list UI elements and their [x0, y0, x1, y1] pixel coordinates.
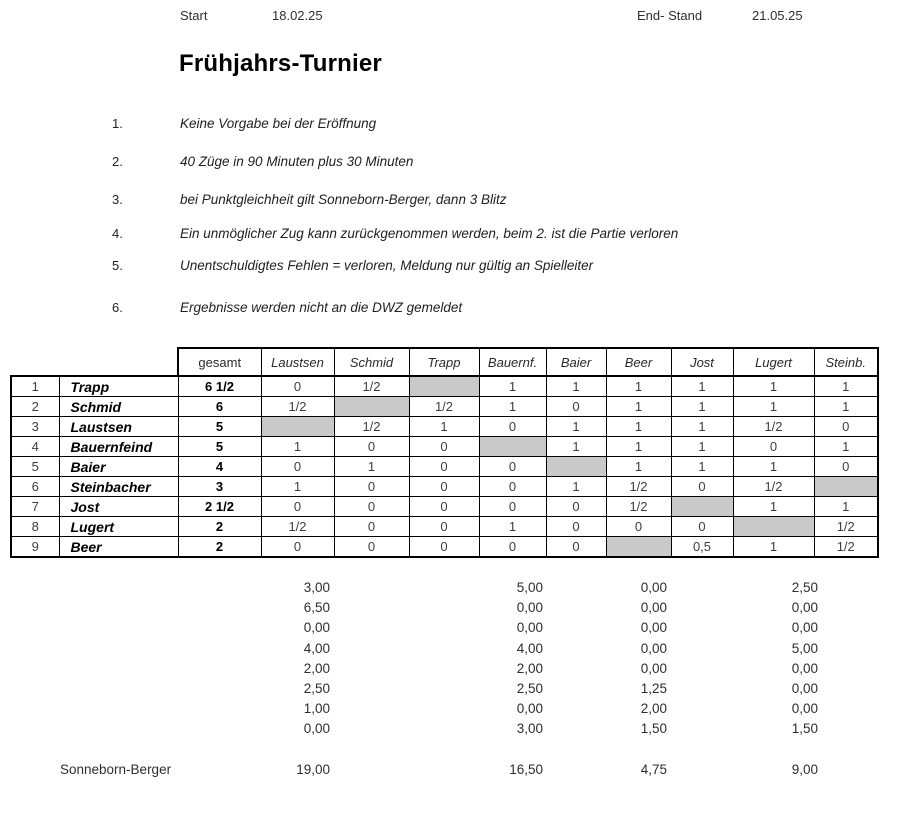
result-cell: 1 [479, 376, 546, 397]
result-cell: 1 [546, 417, 606, 437]
sonneborn-value: 2,50 [791, 580, 818, 595]
result-cell: 0 [479, 497, 546, 517]
player-name-cell: Trapp [59, 376, 178, 397]
rank-cell: 3 [11, 417, 59, 437]
result-cell: 1 [671, 376, 733, 397]
result-cell: 1/2 [733, 417, 814, 437]
sonneborn-value: 0,00 [791, 600, 818, 615]
diagonal-cell [606, 537, 671, 558]
result-cell: 1 [606, 457, 671, 477]
result-cell: 0 [261, 497, 334, 517]
diagonal-cell [334, 397, 409, 417]
sonneborn-total: 9,00 [791, 762, 818, 777]
result-cell: 0 [409, 457, 479, 477]
column-header: Baier [546, 348, 606, 376]
sonneborn-value: 5,00 [516, 580, 543, 595]
sonneborn-value: 2,00 [303, 661, 330, 676]
rank-cell: 5 [11, 457, 59, 477]
result-cell: 1 [546, 437, 606, 457]
rule-text: bei Punktgleichheit gilt Sonneborn-Berger, dann 3 Blitz [180, 192, 507, 207]
result-cell: 1/2 [814, 517, 878, 537]
rank-cell: 1 [11, 376, 59, 397]
result-cell: 0 [409, 477, 479, 497]
result-cell: 1/2 [334, 376, 409, 397]
sonneborn-label: Sonneborn-Berger [60, 762, 172, 777]
column-header: Lugert [733, 348, 814, 376]
result-cell: 0 [334, 477, 409, 497]
result-cell: 0 [814, 417, 878, 437]
sonneborn-value: 6,50 [303, 600, 330, 615]
total-score-cell: 4 [178, 457, 261, 477]
result-cell: 1/2 [814, 537, 878, 558]
result-cell: 0 [479, 477, 546, 497]
result-cell: 1 [814, 497, 878, 517]
column-header: Schmid [334, 348, 409, 376]
result-cell: 1 [733, 497, 814, 517]
rule-number: 5. [112, 258, 123, 273]
rule-number: 1. [112, 116, 123, 131]
result-cell: 1 [606, 397, 671, 417]
result-cell: 0 [261, 457, 334, 477]
result-cell: 1 [546, 477, 606, 497]
result-cell: 0 [261, 376, 334, 397]
sonneborn-value: 4,00 [303, 641, 330, 656]
start-date: 18.02.25 [272, 8, 323, 23]
result-cell: 0 [733, 437, 814, 457]
rule-text: Unentschuldigtes Fehlen = verloren, Meldung nur gültig an Spielleiter [180, 258, 594, 273]
sonneborn-value: 3,00 [516, 721, 543, 736]
diagonal-cell [733, 517, 814, 537]
crosstable [10, 347, 879, 558]
sonneborn-value: 0,00 [516, 701, 543, 716]
sonneborn-value: 0,00 [516, 620, 543, 635]
sonneborn-value: 1,50 [640, 721, 667, 736]
result-cell: 1 [261, 477, 334, 497]
result-cell: 1 [671, 457, 733, 477]
player-name-cell: Bauernfeind [59, 437, 178, 457]
result-cell: 1 [671, 397, 733, 417]
result-cell: 1 [261, 437, 334, 457]
rank-cell: 9 [11, 537, 59, 558]
result-cell: 0 [409, 497, 479, 517]
result-cell: 0 [334, 517, 409, 537]
result-cell: 0 [479, 417, 546, 437]
rule-text: Ein unmöglicher Zug kann zurückgenommen werden, beim 2. ist die Partie verloren [180, 226, 679, 241]
rule-number: 3. [112, 192, 123, 207]
result-cell: 0 [546, 397, 606, 417]
result-cell: 1 [671, 437, 733, 457]
page-title: Frühjahrs-Turnier [179, 50, 382, 77]
sonneborn-value: 0,00 [791, 661, 818, 676]
result-cell: 0 [546, 517, 606, 537]
diagonal-cell [479, 437, 546, 457]
result-cell: 0 [261, 537, 334, 558]
result-cell: 0,5 [671, 537, 733, 558]
sonneborn-value: 2,00 [640, 701, 667, 716]
column-header: Bauernf. [479, 348, 546, 376]
result-cell: 0 [546, 497, 606, 517]
column-header: Laustsen [261, 348, 334, 376]
sonneborn-value: 2,00 [516, 661, 543, 676]
player-name-cell: Beer [59, 537, 178, 558]
result-cell: 1 [606, 417, 671, 437]
sonneborn-value: 0,00 [303, 620, 330, 635]
sonneborn-value: 0,00 [640, 661, 667, 676]
rule-number: 2. [112, 154, 123, 169]
player-name-cell: Schmid [59, 397, 178, 417]
player-name-cell: Laustsen [59, 417, 178, 437]
result-cell: 1 [606, 437, 671, 457]
end-label: End- Stand [637, 8, 703, 23]
sonneborn-value: 3,00 [303, 580, 330, 595]
result-cell: 1 [606, 376, 671, 397]
result-cell: 1 [733, 537, 814, 558]
column-header: Beer [606, 348, 671, 376]
result-cell: 1/2 [334, 417, 409, 437]
total-score-cell: 2 [178, 517, 261, 537]
rule-text: 40 Züge in 90 Minuten plus 30 Minuten [180, 154, 414, 169]
total-score-cell: 2 [178, 537, 261, 558]
column-header: Steinb. [814, 348, 878, 376]
result-cell: 1 [814, 437, 878, 457]
sonneborn-value: 0,00 [640, 620, 667, 635]
total-score-cell: 5 [178, 437, 261, 457]
result-cell: 0 [409, 537, 479, 558]
result-cell: 1/2 [733, 477, 814, 497]
result-cell: 1 [479, 397, 546, 417]
result-cell: 0 [334, 537, 409, 558]
result-cell: 0 [606, 517, 671, 537]
result-cell: 1 [546, 376, 606, 397]
total-score-cell: 3 [178, 477, 261, 497]
rule-number: 6. [112, 300, 123, 315]
result-cell: 0 [409, 437, 479, 457]
result-cell: 1/2 [261, 397, 334, 417]
rule-text: Keine Vorgabe bei der Eröffnung [180, 116, 377, 131]
total-score-cell: 2 1/2 [178, 497, 261, 517]
sonneborn-value: 2,50 [516, 681, 543, 696]
result-cell: 1/2 [606, 477, 671, 497]
column-header: gesamt [178, 348, 261, 376]
result-cell: 0 [479, 537, 546, 558]
player-name-cell: Jost [59, 497, 178, 517]
sonneborn-total: 19,00 [296, 762, 330, 777]
sonneborn-value: 4,00 [516, 641, 543, 656]
diagonal-cell [261, 417, 334, 437]
result-cell: 0 [479, 457, 546, 477]
column-header: Jost [671, 348, 733, 376]
sonneborn-value: 0,00 [640, 641, 667, 656]
rank-cell: 8 [11, 517, 59, 537]
sonneborn-value: 0,00 [791, 620, 818, 635]
result-cell: 1 [671, 417, 733, 437]
result-cell: 1 [334, 457, 409, 477]
rank-cell: 4 [11, 437, 59, 457]
result-cell: 0 [671, 477, 733, 497]
result-cell: 1 [479, 517, 546, 537]
sonneborn-value: 0,00 [640, 600, 667, 615]
player-name-cell: Steinbacher [59, 477, 178, 497]
diagonal-cell [546, 457, 606, 477]
diagonal-cell [409, 376, 479, 397]
sonneborn-value: 1,00 [303, 701, 330, 716]
sonneborn-value: 0,00 [516, 600, 543, 615]
sonneborn-total: 4,75 [640, 762, 667, 777]
result-cell: 1/2 [261, 517, 334, 537]
column-header: Trapp [409, 348, 479, 376]
start-label: Start [180, 8, 208, 23]
rank-cell: 7 [11, 497, 59, 517]
result-cell: 0 [334, 437, 409, 457]
total-score-cell: 6 [178, 397, 261, 417]
result-cell: 1/2 [606, 497, 671, 517]
player-name-cell: Lugert [59, 517, 178, 537]
rank-cell: 6 [11, 477, 59, 497]
end-date: 21.05.25 [752, 8, 803, 23]
result-cell: 1/2 [409, 397, 479, 417]
result-cell: 0 [334, 497, 409, 517]
rule-number: 4. [112, 226, 123, 241]
player-name-cell: Baier [59, 457, 178, 477]
result-cell: 0 [814, 457, 878, 477]
rule-text: Ergebnisse werden nicht an die DWZ gemeldet [180, 300, 463, 315]
sonneborn-value: 1,50 [791, 721, 818, 736]
header-spacer-cell [59, 348, 178, 376]
result-cell: 0 [546, 537, 606, 558]
sonneborn-value: 0,00 [791, 701, 818, 716]
result-cell: 1 [409, 417, 479, 437]
sonneborn-value: 0,00 [791, 681, 818, 696]
sonneborn-value: 0,00 [303, 721, 330, 736]
sonneborn-value: 1,25 [640, 681, 667, 696]
sonneborn-total: 16,50 [509, 762, 543, 777]
result-cell: 1 [814, 397, 878, 417]
result-cell: 1 [733, 397, 814, 417]
header-spacer-cell [11, 348, 59, 376]
result-cell: 0 [409, 517, 479, 537]
sonneborn-value: 5,00 [791, 641, 818, 656]
rank-cell: 2 [11, 397, 59, 417]
result-cell: 1 [814, 376, 878, 397]
diagonal-cell [671, 497, 733, 517]
result-cell: 0 [671, 517, 733, 537]
sonneborn-value: 2,50 [303, 681, 330, 696]
total-score-cell: 5 [178, 417, 261, 437]
total-score-cell: 6 1/2 [178, 376, 261, 397]
result-cell: 1 [733, 376, 814, 397]
diagonal-cell [814, 477, 878, 497]
result-cell: 1 [733, 457, 814, 477]
sonneborn-value: 0,00 [640, 580, 667, 595]
